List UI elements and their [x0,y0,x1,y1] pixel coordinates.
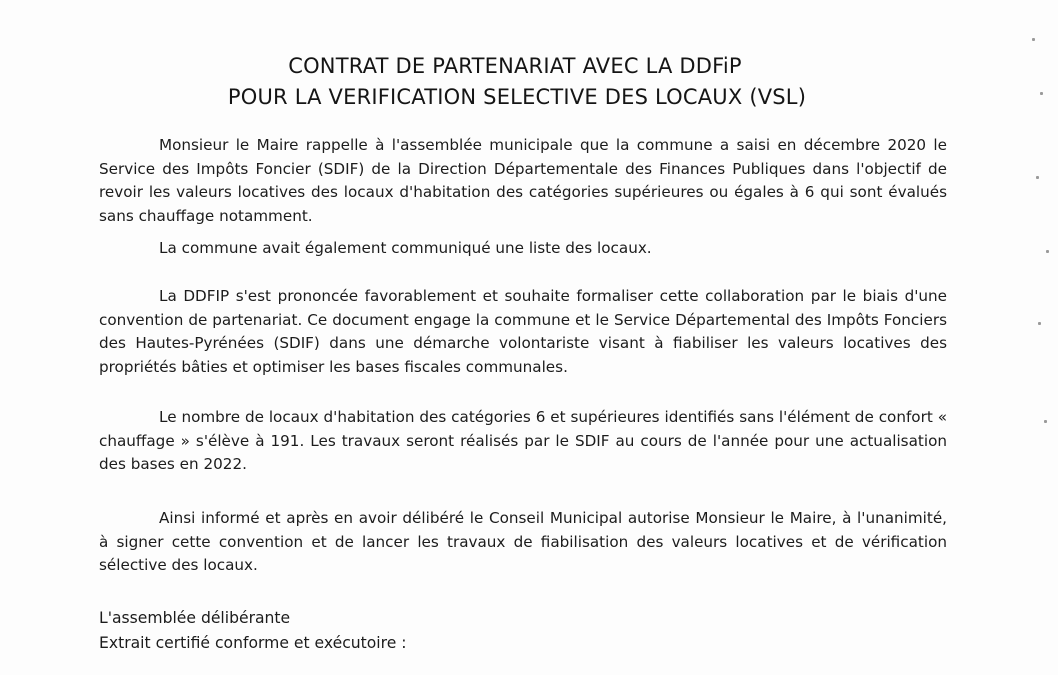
paragraph-2 [99,237,947,261]
paragraph-1 [99,134,947,228]
document-title-line-1: CONTRAT DE PARTENARIAT AVEC LA DDFiP [288,54,742,78]
paragraph-4-text: Le nombre de locaux d'habitation des catégories 6 et supérieures identifiés sans l'élément de confort « chauffage » s'élève à 191. Les travaux seront réalisés par le SDIF au cours de l'année pour une actualisation des bases en 2022. [99,408,947,474]
paragraph-5 [99,507,947,578]
paragraph-4 [99,406,947,477]
scan-speck [1032,38,1035,41]
document-title-line-2: POUR LA VERIFICATION SELECTIVE DES LOCAUX (VSL) [227,85,807,109]
closing-line-2: Extrait certifié conforme et exécutoire : [99,634,407,652]
scan-speck [1040,92,1043,95]
scan-speck [1044,420,1047,423]
paragraph-3-text: La DDFIP s'est prononcée favorablement et souhaite formaliser cette collaboration par le biais d'une convention de partenariat. Ce document engage la commune et le Service Départemental des Impôts Fonciers des Hautes-Pyrénées (SDIF) dans une démarche volontariste visant à fiabiliser les valeurs locatives des propriétés bâties et optimiser les bases fiscales communales. [99,287,947,376]
closing-line-1: L'assemblée délibérante [99,609,291,627]
paragraph-2-text: La commune avait également communiqué une liste des locaux. [159,239,652,257]
paragraph-1-text: Monsieur le Maire rappelle à l'assemblée municipale que la commune a saisi en décembre 2020 le Service des Impôts Foncier (SDIF) de la Direction Départementale des Finances Publiques dans l'objectif de revoir les valeurs locatives des locaux d'habitation des catégories supérieures ou égales à 6 qui sont évalués sans chauffage notamment. [99,136,947,225]
scan-speck [1046,250,1049,253]
scan-speck [1038,322,1041,325]
paragraph-5-text: Ainsi informé et après en avoir délibéré le Conseil Municipal autorise Monsieur le Maire, à l'unanimité, à signer cette convention et de lancer les travaux de fiabilisation des valeurs locatives et de vérification sélective des locaux. [99,509,947,575]
paragraph-3 [99,285,947,379]
scan-speck [1036,176,1039,179]
